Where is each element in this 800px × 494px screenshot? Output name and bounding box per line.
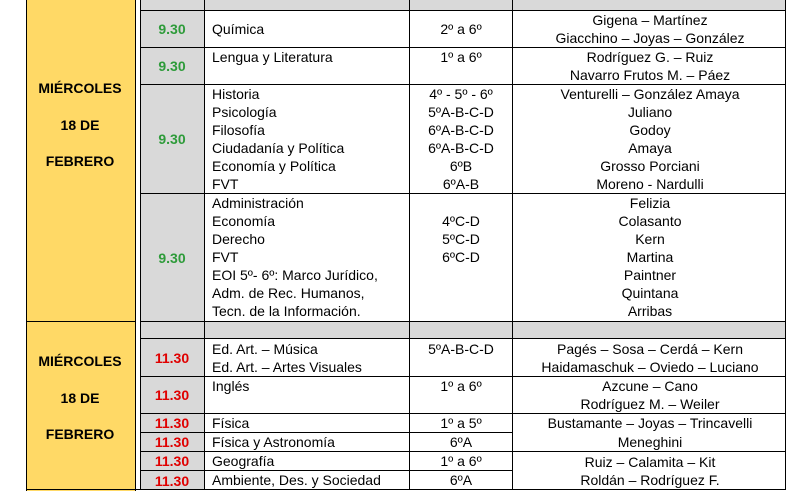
- teacher-cell: [514, 194, 786, 320]
- subject-cell: [212, 20, 408, 38]
- time-cell: 9.30: [140, 11, 204, 47]
- course-cell: [410, 377, 512, 395]
- grid-line: [26, 489, 786, 490]
- teacher-name: Juliano: [627, 104, 673, 120]
- date-month-1: FEBRERO: [45, 153, 115, 169]
- grid-line: [140, 451, 786, 452]
- teacher-name: Arribas: [627, 303, 673, 319]
- teacher-cell: [514, 11, 786, 47]
- time-cell: 9.30: [140, 85, 204, 193]
- subject-name: Administración: [212, 195, 304, 211]
- subject-name: Derecho: [212, 231, 265, 247]
- subject-name: Física y Astronomía: [212, 434, 335, 450]
- teacher-name: Venturelli – González Amaya: [560, 86, 740, 102]
- course-name: 4º - 5º - 6º: [429, 86, 493, 102]
- course-name: 6ºC-D: [442, 249, 480, 265]
- teacher-cell: [514, 433, 786, 451]
- date-column-2: [26, 321, 136, 491]
- course-cell: [410, 20, 512, 38]
- course-cell: [410, 452, 512, 470]
- teacher-cell: [514, 340, 786, 376]
- teacher-name: Azcune – Cano: [602, 378, 698, 394]
- teacher-name: Colasanto: [618, 213, 682, 229]
- time-cell: 11.30: [140, 433, 204, 451]
- teacher-cell: [514, 471, 786, 489]
- grid-line: [512, 0, 513, 490]
- grid-line: [140, 321, 786, 322]
- separator-middle: [140, 322, 786, 338]
- course-name: 6ºA-B: [442, 176, 480, 192]
- time-cell: 11.30: [140, 452, 204, 470]
- subject-name: Ambiente, Des. y Sociedad: [212, 472, 381, 488]
- subject-cell: [212, 377, 408, 395]
- grid-line: [140, 413, 786, 414]
- subject-cell: [212, 471, 408, 489]
- teacher-name: Bustamante – Joyas – Trincavelli: [547, 415, 753, 431]
- course-name: 5ºA-B-C-D: [428, 341, 494, 357]
- teacher-name: Paintner: [623, 267, 677, 283]
- course-cell: [410, 194, 512, 266]
- teacher-name: Ruiz – Calamita – Kit: [584, 454, 716, 470]
- time-cell: 11.30: [140, 414, 204, 432]
- grid-line: [140, 84, 786, 85]
- time-cell: 9.30: [140, 48, 204, 84]
- course-name: 4ºC-D: [442, 213, 480, 229]
- teacher-name: Pagés – Sosa – Cerdá – Kern: [556, 341, 743, 357]
- subject-name: Química: [212, 21, 265, 37]
- subject-cell: [212, 194, 408, 320]
- date-month-2: FEBRERO: [45, 426, 115, 442]
- grid-line: [140, 0, 141, 490]
- subject-name: Lengua y Literatura: [212, 49, 333, 65]
- teacher-name: Navarro Frutos M. – Páez: [569, 67, 731, 83]
- course-cell: [410, 433, 512, 451]
- course-cell: [410, 85, 512, 193]
- course-name: 1º a 6º: [440, 49, 482, 65]
- date-number-2: 18 DE: [60, 390, 100, 406]
- subject-name: FVT: [212, 176, 239, 192]
- subject-name: Ed. Art. – Música: [212, 341, 318, 357]
- grid-line: [140, 432, 512, 433]
- teacher-name: Giacchino – Joyas – González: [555, 30, 745, 46]
- course-name: 2º a 6º: [440, 21, 482, 37]
- teacher-cell: [514, 48, 786, 84]
- date-number-1: 18 DE: [60, 117, 100, 133]
- subject-name: Economía y Política: [212, 158, 336, 174]
- course-name: [410, 194, 512, 212]
- teacher-name: Rodríguez M. – Weiler: [580, 396, 720, 412]
- teacher-name: Kern: [635, 231, 665, 247]
- course-name: 6ºB: [449, 158, 473, 174]
- course-name: 1º a 5º: [440, 415, 482, 431]
- course-name: 6ºA: [449, 434, 473, 450]
- subject-cell: [212, 85, 408, 193]
- teacher-name: Felizia: [629, 195, 671, 211]
- teacher-name: Amaya: [628, 140, 672, 156]
- teacher-cell: [514, 377, 786, 413]
- subject-cell: [212, 433, 408, 451]
- course-name: 5ºA-B-C-D: [428, 104, 494, 120]
- subject-name: EOI 5º- 6º: Marco Jurídico,: [212, 267, 378, 283]
- subject-cell: [212, 414, 408, 432]
- date-day-2: MIÉRCOLES: [38, 353, 122, 369]
- subject-name: Historia: [212, 86, 260, 102]
- teacher-name: Rodríguez G. – Ruiz: [586, 49, 714, 65]
- teacher-cell: [514, 85, 786, 193]
- time-cell: 11.30: [140, 377, 204, 413]
- subject-cell: [212, 340, 408, 376]
- subject-name: Psicología: [212, 104, 277, 120]
- teacher-name: Grosso Porciani: [600, 158, 700, 174]
- grid-line: [204, 0, 205, 490]
- subject-name: Tecn. de la Información.: [212, 303, 361, 319]
- course-name: 5ºC-D: [442, 231, 480, 247]
- date-day-1: MIÉRCOLES: [38, 80, 122, 96]
- subject-name: Economía: [212, 213, 276, 229]
- grid-line: [785, 0, 786, 490]
- subject-name: Adm. de Rec. Humanos,: [212, 285, 365, 301]
- course-name: 6ºA: [449, 472, 473, 488]
- subject-name: Inglés: [212, 378, 250, 394]
- subject-name: Ed. Art. – Artes Visuales: [212, 359, 362, 375]
- grid-line: [140, 10, 786, 11]
- subject-cell: [212, 452, 408, 470]
- grid-line: [140, 376, 786, 377]
- separator-top: [140, 0, 786, 10]
- subject-name: Filosofía: [212, 122, 265, 138]
- teacher-name: Moreno - Nardulli: [596, 176, 704, 192]
- teacher-name: Gigena – Martínez: [592, 12, 708, 28]
- course-cell: [410, 340, 512, 358]
- grid-line: [140, 470, 512, 471]
- teacher-name: Roldán – Rodríguez F.: [580, 472, 720, 488]
- time-cell: 9.30: [140, 194, 204, 321]
- subject-name: FVT: [212, 249, 239, 265]
- teacher-name: Quintana: [621, 285, 679, 301]
- subject-name: Geografía: [212, 453, 275, 469]
- grid-line: [140, 47, 786, 48]
- teacher-name: Haidamaschuk – Oviedo – Luciano: [541, 359, 759, 375]
- teacher-name: Godoy: [629, 122, 671, 138]
- subject-name: Ciudadanía y Política: [212, 140, 345, 156]
- time-cell: 11.30: [140, 339, 204, 376]
- course-cell: [410, 48, 512, 66]
- course-name: 1º a 6º: [440, 453, 482, 469]
- teacher-name: Martina: [626, 249, 674, 265]
- course-name: 1º a 6º: [440, 378, 482, 394]
- teacher-cell: [514, 414, 786, 432]
- grid-line: [140, 193, 786, 194]
- grid-line: [140, 338, 786, 339]
- teacher-name: Meneghini: [617, 434, 683, 450]
- course-cell: [410, 414, 512, 432]
- subject-name: Física: [212, 415, 250, 431]
- time-cell: 11.30: [140, 471, 204, 490]
- grid-line: [409, 0, 410, 490]
- subject-cell: [212, 48, 408, 66]
- course-name: 6ºA-B-C-D: [428, 140, 494, 156]
- course-cell: [410, 471, 512, 489]
- course-name: 6ºA-B-C-D: [428, 122, 494, 138]
- teacher-cell: [514, 453, 786, 471]
